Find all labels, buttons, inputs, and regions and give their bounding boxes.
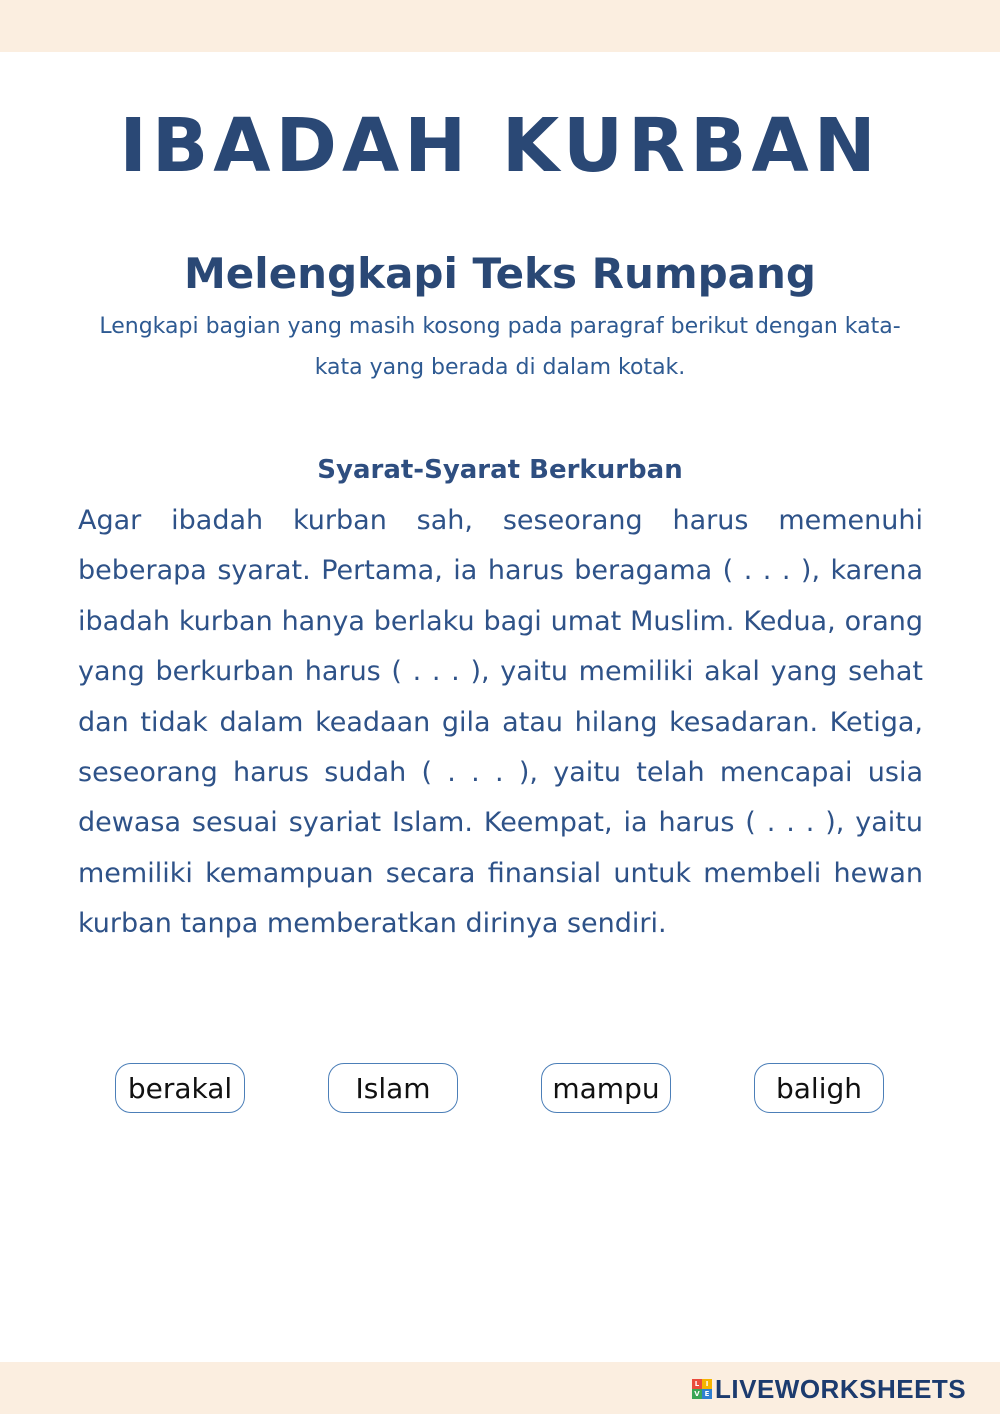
word-option-baligh[interactable]: baligh	[754, 1063, 884, 1113]
worksheet-subtitle: Melengkapi Teks Rumpang	[184, 249, 816, 298]
liveworksheets-brand-text: LIVEWORKSHEETS	[715, 1373, 967, 1404]
word-option-mampu[interactable]: mampu	[541, 1063, 671, 1113]
section-title: Syarat-Syarat Berkurban	[317, 455, 683, 485]
top-band	[0, 0, 1000, 52]
word-option-islam[interactable]: Islam	[328, 1063, 458, 1113]
liveworksheets-logo-icon: L I V E	[692, 1379, 712, 1399]
worksheet-title: IBADAH KURBAN	[119, 103, 881, 189]
instruction-text: Lengkapi bagian yang masih kosong pada paragraf berikut dengan kata-kata yang berada di dalam kotak.	[99, 314, 901, 380]
word-option-berakal[interactable]: berakal	[115, 1063, 245, 1113]
liveworksheets-logo[interactable]	[692, 1374, 966, 1404]
cloze-paragraph: Agar ibadah kurban sah, seseorang harus memenuhi beberapa syarat. Pertama, ia harus beragama ( . . . ), karena ibadah kurban hanya berlaku bagi umat Muslim. Kedua, orang yang berkurban harus ( . . . ), yaitu memiliki akal yang sehat dan tidak dalam keadaan gila atau hilang kesadaran. Ketiga, seseorang harus sudah ( . . . ), yaitu telah mencapai usia dewasa sesuai syariat Islam. Keempat, ia harus ( . . . ), yaitu memiliki kemampuan secara finansial untuk membeli hewan kurban tanpa memberatkan dirinya sendiri.	[78, 505, 923, 940]
